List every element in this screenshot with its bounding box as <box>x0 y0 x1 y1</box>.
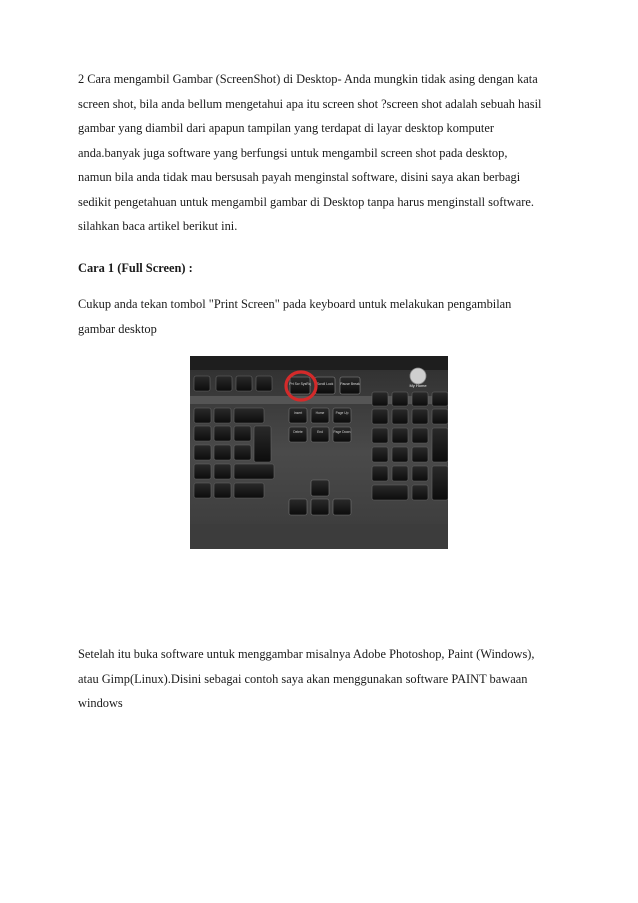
intro-line: 2 Cara mengambil Gambar (ScreenShot) di Desktop- Anda mungkin tidak asing dengan kata <box>78 72 538 86</box>
svg-text:End: End <box>317 430 323 434</box>
key <box>236 376 252 391</box>
intro-line: screen shot, bila anda bellum mengetahui apa itu screen shot ?screen shot adalah sebuah hasil <box>78 96 542 111</box>
intro-line: namun bila anda tidak mau bersusah payah menginstal software, disini saya akan berbagi <box>78 170 521 184</box>
svg-text:Scroll Lock: Scroll Lock <box>316 382 334 386</box>
intro-paragraph <box>78 67 578 239</box>
instruction-line: Cukup anda tekan tombol "Print Screen" pada keyboard untuk melakukan pengambilan <box>78 297 512 311</box>
svg-text:Insert: Insert <box>293 411 303 415</box>
home-key <box>311 408 329 423</box>
intro-line: silahkan baca artikel berikut ini. <box>78 219 238 233</box>
page-up-key <box>333 408 351 423</box>
print-screen-key <box>289 377 310 394</box>
instruction-paragraph <box>78 292 578 341</box>
scroll-lock-key <box>315 377 335 394</box>
key <box>194 376 210 391</box>
svg-text:Home: Home <box>315 411 325 415</box>
key <box>256 376 272 391</box>
home-button <box>410 368 426 384</box>
intro-line: sedikit pengetahuan untuk mengambil gambar di Desktop tanpa harus menginstall software. <box>78 194 534 209</box>
section-heading: Cara 1 (Full Screen) : <box>78 261 193 275</box>
home-label: My Home <box>409 383 427 388</box>
instruction-line: gambar desktop <box>78 321 157 336</box>
pause-break-key <box>340 377 360 394</box>
followup-line: atau Gimp(Linux).Disini sebagai contoh saya akan menggunakan software PAINT bawaan <box>78 671 528 686</box>
key <box>216 376 232 391</box>
page-down-key <box>333 427 351 442</box>
intro-line: gambar yang diambil dari apapun tampilan yang terdapat di layar desktop komputer <box>78 121 494 135</box>
delete-key <box>289 427 307 442</box>
insert-key <box>289 408 307 423</box>
svg-text:Prt Scr SysRq: Prt Scr SysRq <box>289 382 311 386</box>
intro-line: anda.banyak juga software yang berfungsi untuk mengambil screen shot pada desktop, <box>78 145 508 160</box>
svg-text:Page Down: Page Down <box>333 430 351 434</box>
end-key <box>311 427 329 442</box>
svg-text:Page Up: Page Up <box>335 411 349 415</box>
svg-text:Delete: Delete <box>293 430 303 434</box>
svg-text:Pause Break: Pause Break <box>340 382 360 386</box>
followup-paragraph <box>78 642 578 716</box>
keyboard-photo <box>190 356 448 549</box>
followup-line: windows <box>78 696 123 710</box>
followup-line: Setelah itu buka software untuk menggambar misalnya Adobe Photoshop, Paint (Windows), <box>78 647 535 661</box>
main-key-block <box>194 408 274 498</box>
